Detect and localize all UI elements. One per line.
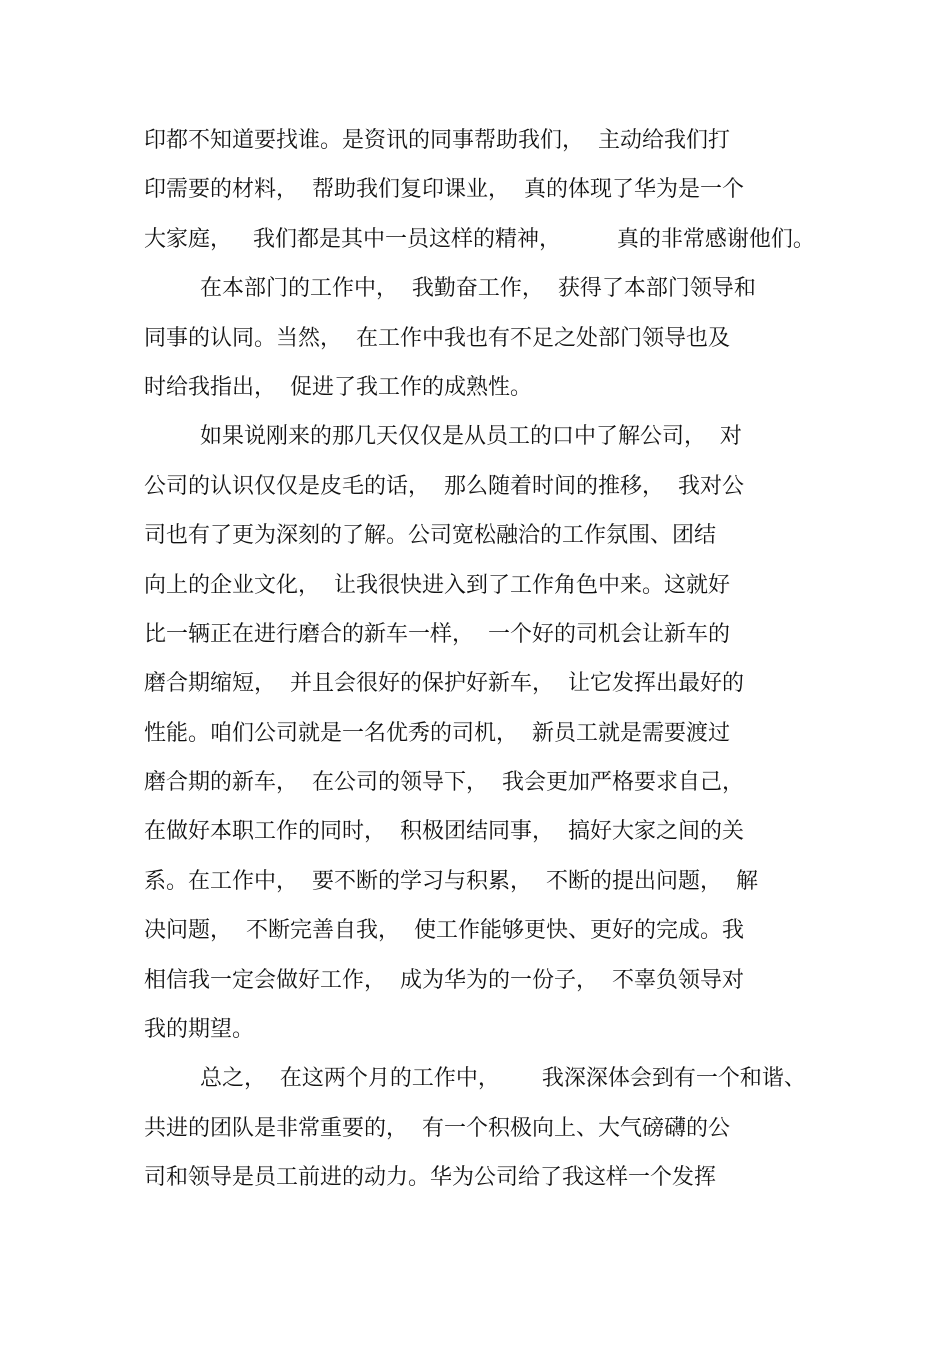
text-line: 我的期望。 <box>144 1017 255 1043</box>
text-line: 时给我指出， 促进了我工作的成熟性。 <box>144 374 532 400</box>
text-line: 同事的认同。当然， 在工作中我也有不足之处部门领导也及 <box>144 325 730 351</box>
text-line: 司和领导是员工前进的动力。华为公司给了我这样一个发挥 <box>144 1165 717 1191</box>
text-line: 印都不知道要找谁。是资讯的同事帮助我们， 主动给我们打 <box>144 128 730 153</box>
text-line: 印需要的材料， 帮助我们复印课业， 真的体现了华为是一个 <box>144 177 744 203</box>
text-line: 磨合期缩短， 并且会很好的保护好新车， 让它发挥出最好的 <box>144 671 744 697</box>
text-line: 公司的认识仅仅是皮毛的话， 那么随着时间的推移， 我对公 <box>144 473 744 499</box>
text-line: 向上的企业文化， 让我很快进入到了工作角色中来。这就好 <box>144 572 730 598</box>
text-line: 磨合期的新车， 在公司的领导下， 我会更加严格要求自己， <box>144 770 744 796</box>
text-line: 在本部门的工作中， 我勤奋工作， 获得了本部门领导和 <box>144 276 756 302</box>
text-line: 相信我一定会做好工作， 成为华为的一份子， 不辜负领导对 <box>144 967 744 993</box>
text-line: 决问题， 不断完善自我， 使工作能够更快、更好的完成。我 <box>144 918 744 944</box>
body-text <box>144 121 844 1208</box>
text-line: 司也有了更为深刻的了解。公司宽松融洽的工作氛围、团结 <box>144 523 717 549</box>
text-line: 如果说刚来的那几天仅仅是从员工的口中了解公司， 对 <box>144 424 742 450</box>
text-line: 大家庭， 我们都是其中一员这样的精神， 真的非常感谢他们。 <box>144 226 815 252</box>
text-line: 系。在工作中， 要不断的学习与积累， 不断的提出问题， 解 <box>144 868 758 894</box>
text-line: 比一辆正在进行磨合的新车一样， 一个好的司机会让新车的 <box>144 621 730 647</box>
text-line: 总之， 在这两个月的工作中， 我深深体会到有一个和谐、 <box>144 1066 806 1092</box>
text-line: 性能。咱们公司就是一名优秀的司机， 新员工就是需要渡过 <box>144 720 730 746</box>
text-line: 在做好本职工作的同时， 积极团结同事， 搞好大家之间的关 <box>144 819 744 845</box>
text-line: 共进的团队是非常重要的， 有一个积极向上、大气磅礴的公 <box>144 1115 730 1141</box>
